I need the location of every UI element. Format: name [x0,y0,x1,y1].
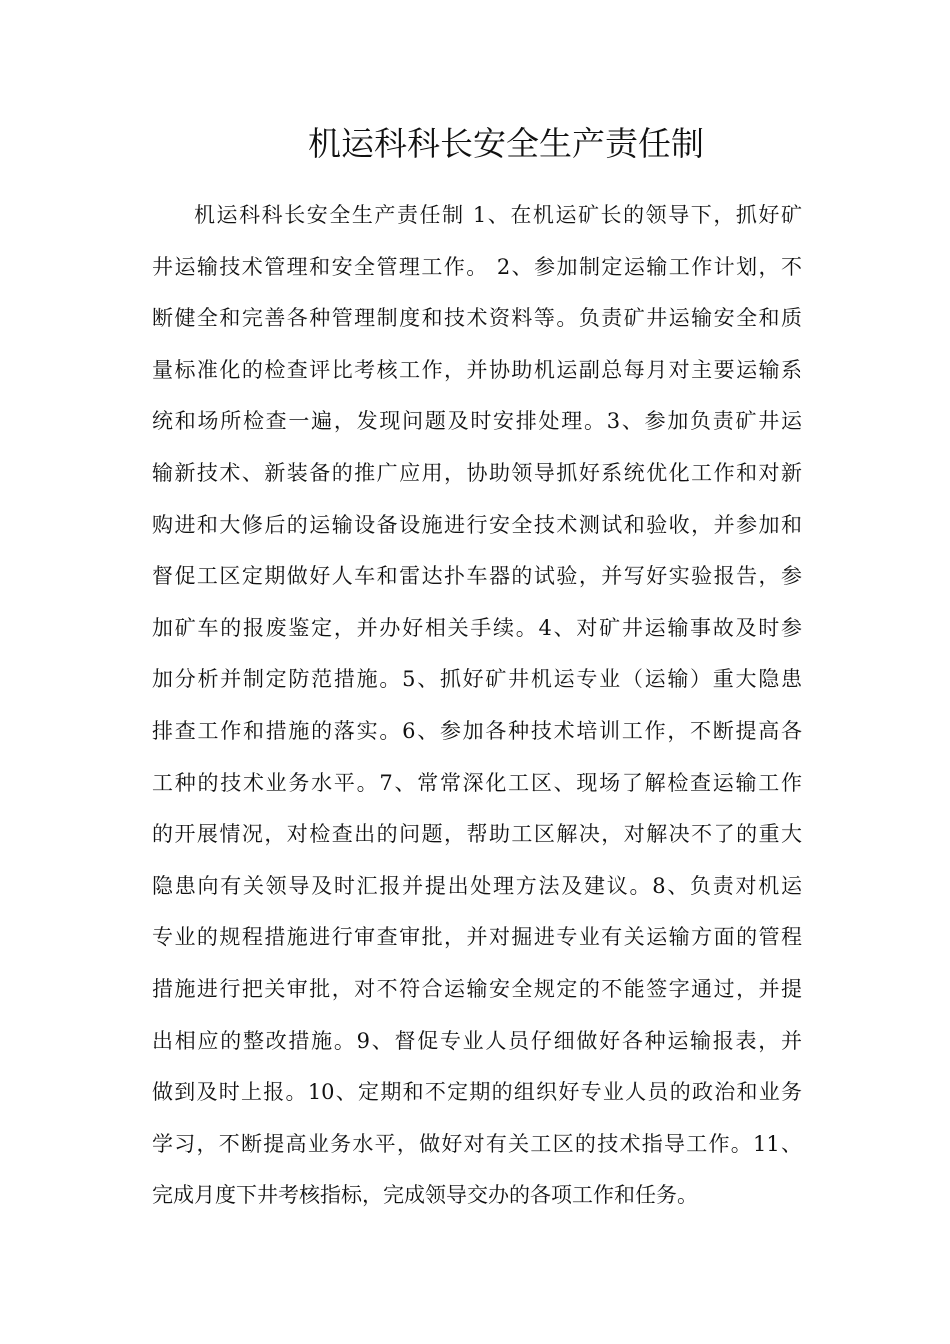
body-line: 排查工作和措施的落实。6、参加各种技术培训工作，不断提高各 [152,718,802,743]
body-line: 机运科科长安全生产责任制 1、在机运矿长的领导下，抓好矿 [194,203,802,227]
document-title: 机运科科长安全生产责任制 [308,124,704,163]
body-line: 学习，不断提高业务水平，做好对有关工区的技术指导工作。11、 [152,1131,802,1156]
body-line: 统和场所检查一遍，发现问题及时安排处理。3、参加负责矿井运 [152,409,802,434]
body-line: 隐患向有关领导及时汇报并提出处理方法及建议。8、负责对机运 [152,873,802,898]
body-line: 专业的规程措施进行审查审批，并对掘进专业有关运输方面的管程 [152,925,802,950]
body-line: 加分析并制定防范措施。5、抓好矿井机运专业（运输）重大隐患 [152,667,802,692]
body-line: 输新技术、新装备的推广应用，协助领导抓好系统优化工作和对新 [152,460,802,485]
body-line: 井运输技术管理和安全管理工作。 2、参加制定运输工作计划，不 [152,254,802,279]
body-line: 断健全和完善各种管理制度和技术资料等。负责矿井运输安全和质 [152,306,802,331]
body-line: 督促工区定期做好人车和雷达扑车器的试验，并写好实验报告，参 [152,564,802,589]
body-line: 加矿车的报废鉴定，并办好相关手续。4、对矿井运输事故及时参 [152,615,802,640]
body-line: 出相应的整改措施。9、督促专业人员仔细做好各种运输报表，并 [152,1028,802,1053]
body-line: 做到及时上报。10、定期和不定期的组织好专业人员的政治和业务 [152,1080,802,1105]
document-body [152,190,802,1222]
body-line: 完成月度下井考核指标，完成领导交办的各项工作和任务。 [152,1183,698,1208]
body-line: 措施进行把关审批，对不符合运输安全规定的不能签字通过，并提 [152,976,802,1001]
body-line: 的开展情况，对检查出的问题，帮助工区解决，对解决不了的重大 [152,822,802,847]
body-line: 工种的技术业务水平。7、常常深化工区、现场了解检查运输工作 [152,770,802,795]
body-line: 量标准化的检查评比考核工作，并协助机运副总每月对主要运输系 [152,357,802,382]
body-line: 购进和大修后的运输设备设施进行安全技术测试和验收，并参加和 [152,512,802,537]
